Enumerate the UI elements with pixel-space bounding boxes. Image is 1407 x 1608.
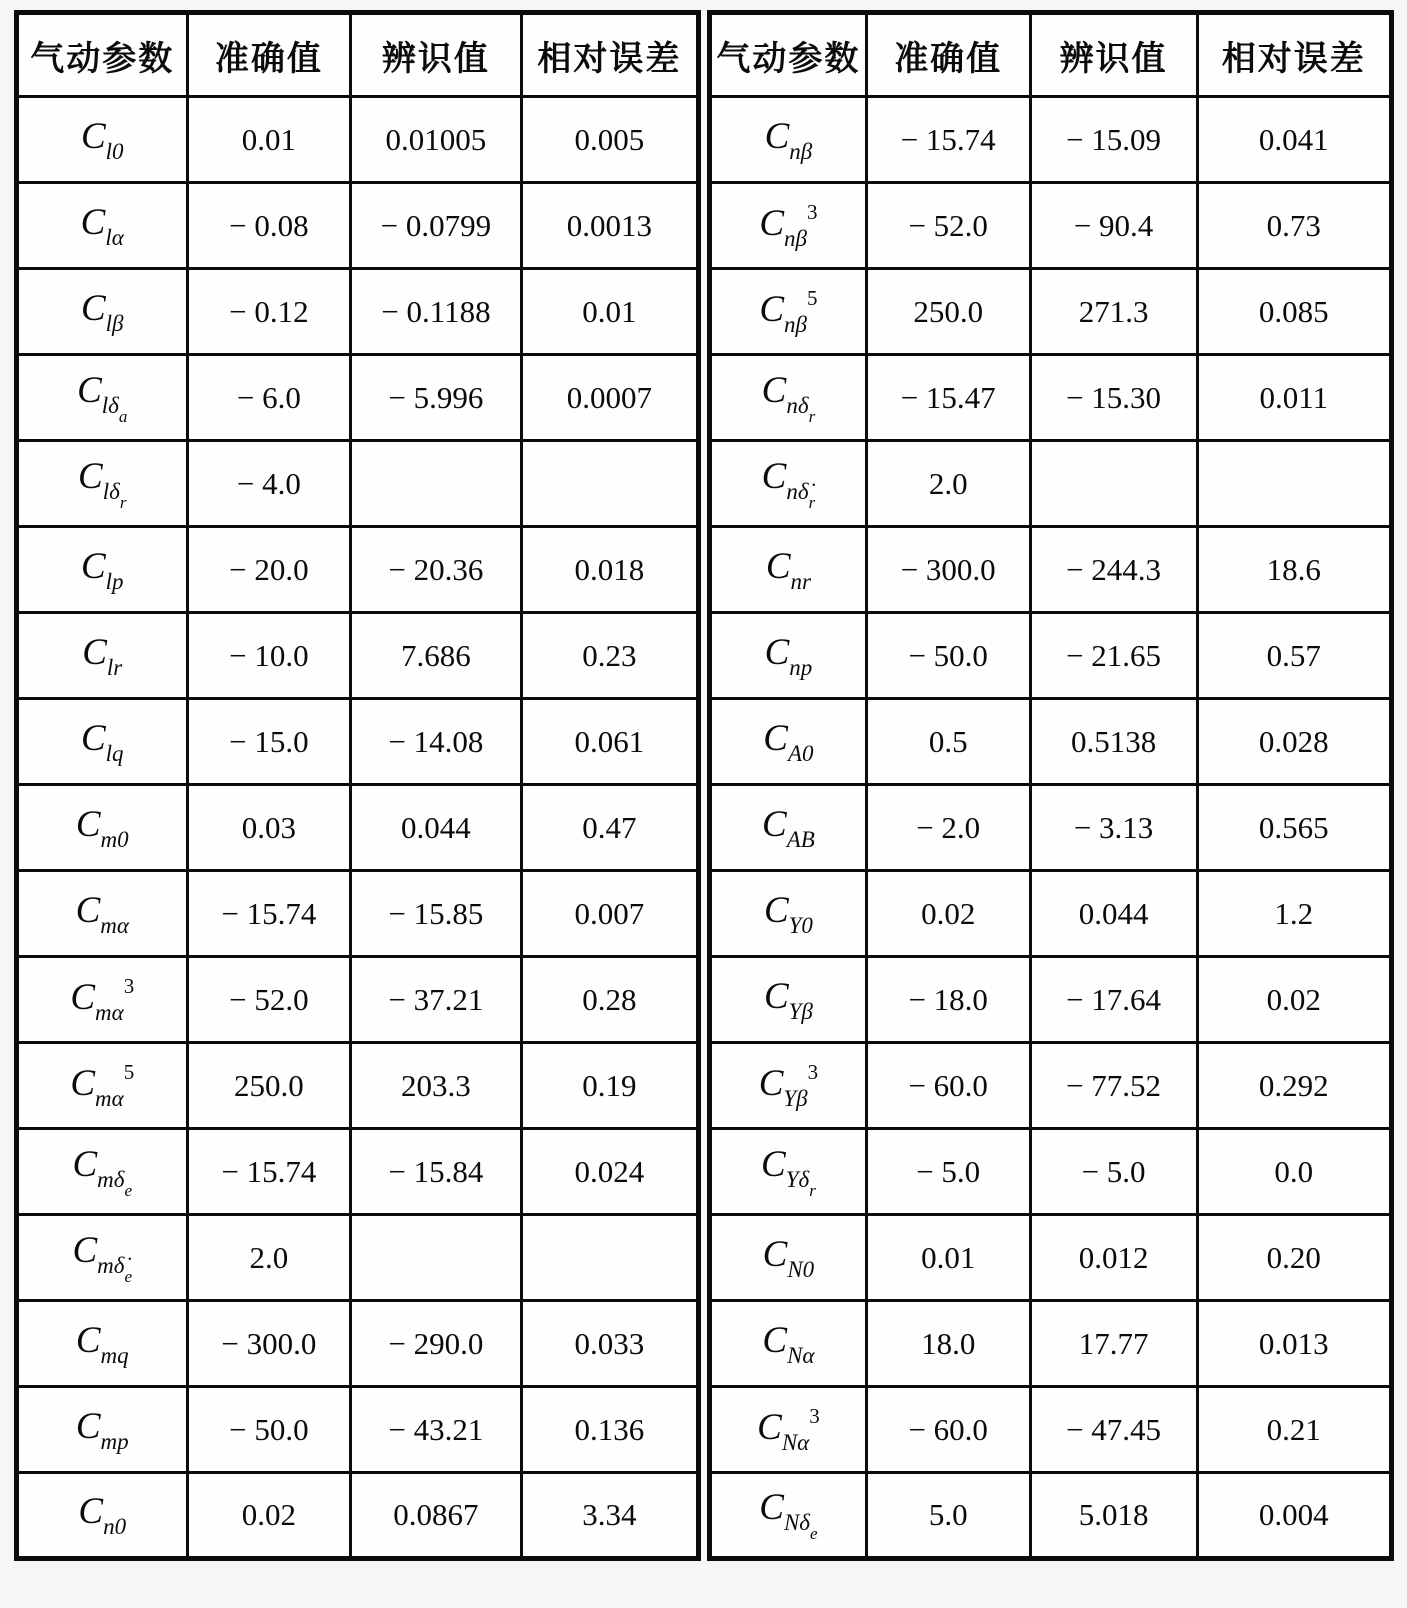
param-cell xyxy=(17,355,188,441)
relative-error-cell: 0.47 xyxy=(521,785,698,871)
table-row xyxy=(17,613,699,699)
parameter-symbol: $C_{m\deltȧ_e}$ xyxy=(72,1229,133,1286)
exact-value-cell: − 0.12 xyxy=(187,269,351,355)
identified-value-cell: 271.3 xyxy=(1030,269,1197,355)
parameter-symbol: $C_{nr}$ xyxy=(765,545,811,594)
exact-value-cell: − 6.0 xyxy=(187,355,351,441)
coefficient-letter: C xyxy=(77,369,102,411)
table-row xyxy=(17,1129,699,1215)
table-row xyxy=(710,441,1392,527)
exact-value-cell: 0.01 xyxy=(866,1215,1030,1301)
param-cell xyxy=(710,269,867,355)
parameter-symbol: $C_{m0}$ xyxy=(75,803,129,852)
identified-value-cell xyxy=(351,441,522,527)
exact-value-cell: − 50.0 xyxy=(866,613,1030,699)
identified-value-cell: − 0.1188 xyxy=(351,269,522,355)
identified-value-cell: 0.0867 xyxy=(351,1473,522,1559)
param-cell xyxy=(17,699,188,785)
relative-error-cell: 0.004 xyxy=(1197,1473,1391,1559)
exact-value-cell: − 300.0 xyxy=(187,1301,351,1387)
table-row xyxy=(710,1129,1392,1215)
table-row xyxy=(17,355,699,441)
table-row xyxy=(710,1301,1392,1387)
identified-value-cell: − 17.64 xyxy=(1030,957,1197,1043)
column-header: 相对误差 xyxy=(521,13,698,97)
parameter-symbol: $C_{N\alpha}$ xyxy=(762,1319,815,1368)
parameter-symbol: $C_{Y0}$ xyxy=(763,889,813,938)
coefficient-letter: C xyxy=(762,1233,788,1275)
table-row xyxy=(710,527,1392,613)
coefficient-letter: C xyxy=(763,717,788,759)
parameter-symbol: $C_{n\beta}^3$ xyxy=(759,199,818,251)
parameter-symbol: $C_{l\beta}$ xyxy=(80,287,124,336)
identified-value-cell: − 15.30 xyxy=(1030,355,1197,441)
left-table-header xyxy=(17,13,699,97)
table-row xyxy=(17,1301,699,1387)
param-cell xyxy=(17,1473,188,1559)
coefficient-letter: C xyxy=(764,115,790,157)
exact-value-cell: − 15.0 xyxy=(187,699,351,785)
exact-value-cell: − 52.0 xyxy=(187,957,351,1043)
relative-error-cell: 0.136 xyxy=(521,1387,698,1473)
exact-value-cell: 0.02 xyxy=(866,871,1030,957)
exact-value-cell: − 52.0 xyxy=(866,183,1030,269)
parameter-symbol: $C_{N\delta_e}$ xyxy=(759,1487,818,1543)
parameter-symbol: $C_{l\delta_r}$ xyxy=(78,455,127,512)
coefficient-letter: C xyxy=(761,1143,786,1185)
coefficient-letter: C xyxy=(763,889,789,931)
exact-value-cell: − 15.47 xyxy=(866,355,1030,441)
param-cell xyxy=(710,1387,867,1473)
coefficient-letter: C xyxy=(758,1062,784,1104)
coefficient-letter: C xyxy=(762,803,787,845)
relative-error-cell: 0.292 xyxy=(1197,1043,1391,1129)
param-cell xyxy=(710,527,867,613)
identified-value-cell: − 0.0799 xyxy=(351,183,522,269)
exact-value-cell: 0.5 xyxy=(866,699,1030,785)
relative-error-cell: 0.0007 xyxy=(521,355,698,441)
param-cell xyxy=(17,1129,188,1215)
coefficient-letter: C xyxy=(762,1319,788,1361)
table-row xyxy=(17,957,699,1043)
parameter-symbol: $C_{N0}$ xyxy=(762,1233,815,1282)
coefficient-letter: C xyxy=(759,1487,784,1528)
column-header: 辨识值 xyxy=(351,13,522,97)
exact-value-cell: 250.0 xyxy=(187,1043,351,1129)
identified-value-cell: − 37.21 xyxy=(351,957,522,1043)
identified-value-cell: − 47.45 xyxy=(1030,1387,1197,1473)
relative-error-cell: 0.28 xyxy=(521,957,698,1043)
coefficient-letter: C xyxy=(75,803,101,845)
table-row xyxy=(710,699,1392,785)
param-cell xyxy=(17,183,188,269)
relative-error-cell: 0.20 xyxy=(1197,1215,1391,1301)
exact-value-cell: 0.01 xyxy=(187,97,351,183)
exact-value-cell: − 0.08 xyxy=(187,183,351,269)
relative-error-cell: 0.23 xyxy=(521,613,698,699)
identified-value-cell: 0.044 xyxy=(1030,871,1197,957)
parameter-symbol: $C_{Y\delta_r}$ xyxy=(761,1143,816,1200)
coefficient-letter: C xyxy=(80,717,106,759)
coefficient-letter: C xyxy=(78,455,103,497)
right-table-body xyxy=(710,97,1392,1559)
param-cell xyxy=(710,1473,867,1559)
table-row xyxy=(17,1043,699,1129)
identified-value-cell: 17.77 xyxy=(1030,1301,1197,1387)
exact-value-cell: − 15.74 xyxy=(187,871,351,957)
coefficient-letter: C xyxy=(72,1143,98,1185)
relative-error-cell: 0.0 xyxy=(1197,1129,1391,1215)
coefficient-letter: C xyxy=(70,976,95,1018)
param-cell xyxy=(17,785,188,871)
table-row xyxy=(17,97,699,183)
exact-value-cell: 2.0 xyxy=(187,1215,351,1301)
exact-value-cell: − 4.0 xyxy=(187,441,351,527)
column-header: 准确值 xyxy=(187,13,351,97)
exact-value-cell: − 2.0 xyxy=(866,785,1030,871)
parameter-symbol: $C_{A0}$ xyxy=(763,717,814,766)
right-half-table xyxy=(707,10,1394,1561)
relative-error-cell xyxy=(1197,441,1391,527)
identified-value-cell: − 77.52 xyxy=(1030,1043,1197,1129)
parameter-symbol: $C_{n\deltȧ_r}$ xyxy=(761,455,816,512)
identified-value-cell: 0.044 xyxy=(351,785,522,871)
table-row xyxy=(17,527,699,613)
param-cell xyxy=(17,269,188,355)
parameter-symbol: $C_{Y\beta}^3$ xyxy=(758,1059,819,1111)
table-row xyxy=(17,785,699,871)
exact-value-cell: − 18.0 xyxy=(866,957,1030,1043)
coefficient-letter: C xyxy=(765,545,791,587)
param-cell xyxy=(17,97,188,183)
parameter-symbol: $C_{mp}$ xyxy=(75,1405,129,1454)
relative-error-cell: 0.02 xyxy=(1197,957,1391,1043)
relative-error-cell: 0.085 xyxy=(1197,269,1391,355)
right-table-header xyxy=(710,13,1392,97)
table-row xyxy=(17,441,699,527)
exact-value-cell: 5.0 xyxy=(866,1473,1030,1559)
coefficient-letter: C xyxy=(75,889,101,931)
identified-value-cell: − 21.65 xyxy=(1030,613,1197,699)
column-header: 辨识值 xyxy=(1030,13,1197,97)
relative-error-cell: 0.19 xyxy=(521,1043,698,1129)
parameter-symbol: $C_{lp}$ xyxy=(80,545,124,594)
param-cell xyxy=(710,1129,867,1215)
table-row xyxy=(710,1215,1392,1301)
identified-value-cell: − 244.3 xyxy=(1030,527,1197,613)
identified-value-cell: 0.012 xyxy=(1030,1215,1197,1301)
identified-value-cell: − 15.84 xyxy=(351,1129,522,1215)
table-row xyxy=(710,183,1392,269)
parameter-symbol: $C_{n\beta}$ xyxy=(764,115,813,164)
exact-value-cell: 2.0 xyxy=(866,441,1030,527)
identified-value-cell: − 90.4 xyxy=(1030,183,1197,269)
identified-value-cell: − 14.08 xyxy=(351,699,522,785)
coefficient-letter: C xyxy=(70,1062,95,1104)
relative-error-cell: 1.2 xyxy=(1197,871,1391,957)
param-cell xyxy=(710,441,867,527)
relative-error-cell xyxy=(521,1215,698,1301)
relative-error-cell: 0.005 xyxy=(521,97,698,183)
table-row xyxy=(710,355,1392,441)
exact-value-cell: − 10.0 xyxy=(187,613,351,699)
identified-value-cell: − 15.09 xyxy=(1030,97,1197,183)
identified-value-cell: 203.3 xyxy=(351,1043,522,1129)
param-cell xyxy=(17,1043,188,1129)
exact-value-cell: − 300.0 xyxy=(866,527,1030,613)
parameter-symbol: $C_{m\alpha}^3$ xyxy=(70,973,135,1025)
table-row xyxy=(17,269,699,355)
coefficient-letter: C xyxy=(72,1229,98,1271)
coefficient-letter: C xyxy=(757,1406,782,1448)
coefficient-letter: C xyxy=(759,202,785,244)
exact-value-cell: − 20.0 xyxy=(187,527,351,613)
identified-value-cell: − 15.85 xyxy=(351,871,522,957)
relative-error-cell: 0.73 xyxy=(1197,183,1391,269)
table-row xyxy=(17,1473,699,1559)
parameter-symbol: $C_{n\delta_r}$ xyxy=(761,369,816,426)
identified-value-cell: − 5.0 xyxy=(1030,1129,1197,1215)
table-row xyxy=(710,1043,1392,1129)
param-cell xyxy=(710,785,867,871)
relative-error-cell: 0.011 xyxy=(1197,355,1391,441)
exact-value-cell: 18.0 xyxy=(866,1301,1030,1387)
column-header: 气动参数 xyxy=(710,13,867,97)
param-cell xyxy=(17,1215,188,1301)
left-table-body xyxy=(17,97,699,1559)
param-cell xyxy=(17,871,188,957)
coefficient-letter: C xyxy=(75,1405,101,1447)
param-cell xyxy=(710,183,867,269)
parameter-symbol: $C_{l\alpha}$ xyxy=(80,201,124,250)
param-cell xyxy=(710,97,867,183)
relative-error-cell: 0.57 xyxy=(1197,613,1391,699)
param-cell xyxy=(710,957,867,1043)
parameter-symbol: $C_{m\alpha}^5$ xyxy=(70,1059,135,1111)
relative-error-cell: 0.01 xyxy=(521,269,698,355)
table-row xyxy=(17,183,699,269)
param-cell xyxy=(710,1301,867,1387)
identified-value-cell xyxy=(1030,441,1197,527)
coefficient-letter: C xyxy=(82,631,107,673)
parameter-symbol: $C_{np}$ xyxy=(764,631,813,680)
param-cell xyxy=(710,699,867,785)
table-row xyxy=(710,957,1392,1043)
relative-error-cell: 18.6 xyxy=(1197,527,1391,613)
identified-value-cell: 5.018 xyxy=(1030,1473,1197,1559)
relative-error-cell: 0.565 xyxy=(1197,785,1391,871)
parameter-symbol: $C_{l\delta_a}$ xyxy=(77,369,128,426)
param-cell xyxy=(17,1387,188,1473)
exact-value-cell: − 50.0 xyxy=(187,1387,351,1473)
coefficient-letter: C xyxy=(761,455,787,497)
parameter-symbol: $C_{n\beta}^5$ xyxy=(759,285,818,337)
parameter-symbol: $C_{mq}$ xyxy=(75,1319,129,1368)
parameter-symbol: $C_{l0}$ xyxy=(80,115,124,164)
identified-value-cell: − 20.36 xyxy=(351,527,522,613)
param-cell xyxy=(710,1215,867,1301)
coefficient-letter: C xyxy=(78,1491,104,1532)
exact-value-cell: 250.0 xyxy=(866,269,1030,355)
table-row xyxy=(17,871,699,957)
param-cell xyxy=(17,441,188,527)
param-cell xyxy=(710,871,867,957)
exact-value-cell: − 60.0 xyxy=(866,1043,1030,1129)
identified-value-cell: − 3.13 xyxy=(1030,785,1197,871)
exact-value-cell: − 15.74 xyxy=(187,1129,351,1215)
param-cell xyxy=(17,527,188,613)
parameter-symbol: $C_{lq}$ xyxy=(80,717,124,766)
table-row xyxy=(710,97,1392,183)
param-cell xyxy=(710,355,867,441)
relative-error-cell: 0.024 xyxy=(521,1129,698,1215)
coefficient-letter: C xyxy=(764,631,790,673)
coefficient-letter: C xyxy=(763,975,789,1017)
table-row xyxy=(710,269,1392,355)
identified-value-cell xyxy=(351,1215,522,1301)
identified-value-cell: 7.686 xyxy=(351,613,522,699)
coefficient-letter: C xyxy=(75,1319,101,1361)
parameter-symbol: $C_{n0}$ xyxy=(78,1491,127,1539)
identified-value-cell: − 43.21 xyxy=(351,1387,522,1473)
exact-value-cell: − 5.0 xyxy=(866,1129,1030,1215)
parameter-symbol: $C_{AB}$ xyxy=(762,803,815,852)
table-row xyxy=(710,871,1392,957)
relative-error-cell: 0.061 xyxy=(521,699,698,785)
param-cell xyxy=(710,1043,867,1129)
left-half-table xyxy=(14,10,701,1561)
relative-error-cell: 0.041 xyxy=(1197,97,1391,183)
table-row xyxy=(710,1473,1392,1559)
param-cell xyxy=(17,1301,188,1387)
exact-value-cell: 0.03 xyxy=(187,785,351,871)
table-row xyxy=(710,785,1392,871)
coefficient-letter: C xyxy=(80,201,106,243)
table-row xyxy=(710,613,1392,699)
parameter-symbol: $C_{Y\beta}$ xyxy=(763,975,813,1024)
relative-error-cell: 0.21 xyxy=(1197,1387,1391,1473)
coefficient-letter: C xyxy=(759,288,785,330)
relative-error-cell xyxy=(521,441,698,527)
relative-error-cell: 0.007 xyxy=(521,871,698,957)
exact-value-cell: − 15.74 xyxy=(866,97,1030,183)
column-header: 相对误差 xyxy=(1197,13,1391,97)
column-header: 准确值 xyxy=(866,13,1030,97)
table-row xyxy=(17,1387,699,1473)
identified-value-cell: 0.01005 xyxy=(351,97,522,183)
coefficient-letter: C xyxy=(80,115,106,157)
relative-error-cell: 0.018 xyxy=(521,527,698,613)
parameter-symbol: $C_{m\delta_e}$ xyxy=(72,1143,133,1200)
parameter-symbol: $C_{lr}$ xyxy=(82,631,123,680)
identified-value-cell: − 290.0 xyxy=(351,1301,522,1387)
exact-value-cell: − 60.0 xyxy=(866,1387,1030,1473)
parameter-symbol: $C_{m\alpha}$ xyxy=(75,889,129,938)
table-row xyxy=(17,1215,699,1301)
coefficient-letter: C xyxy=(80,287,106,329)
param-cell xyxy=(17,957,188,1043)
identified-value-cell: − 5.996 xyxy=(351,355,522,441)
identified-value-cell: 0.5138 xyxy=(1030,699,1197,785)
table-row xyxy=(17,699,699,785)
coefficient-letter: C xyxy=(761,369,787,411)
relative-error-cell: 3.34 xyxy=(521,1473,698,1559)
param-cell xyxy=(17,613,188,699)
relative-error-cell: 0.013 xyxy=(1197,1301,1391,1387)
relative-error-cell: 0.033 xyxy=(521,1301,698,1387)
table-row xyxy=(710,1387,1392,1473)
exact-value-cell: 0.02 xyxy=(187,1473,351,1559)
param-cell xyxy=(710,613,867,699)
relative-error-cell: 0.028 xyxy=(1197,699,1391,785)
parameter-symbol: $C_{N\alpha}^3$ xyxy=(757,1403,820,1455)
relative-error-cell: 0.0013 xyxy=(521,183,698,269)
coefficient-letter: C xyxy=(80,545,106,587)
column-header: 气动参数 xyxy=(17,13,188,97)
